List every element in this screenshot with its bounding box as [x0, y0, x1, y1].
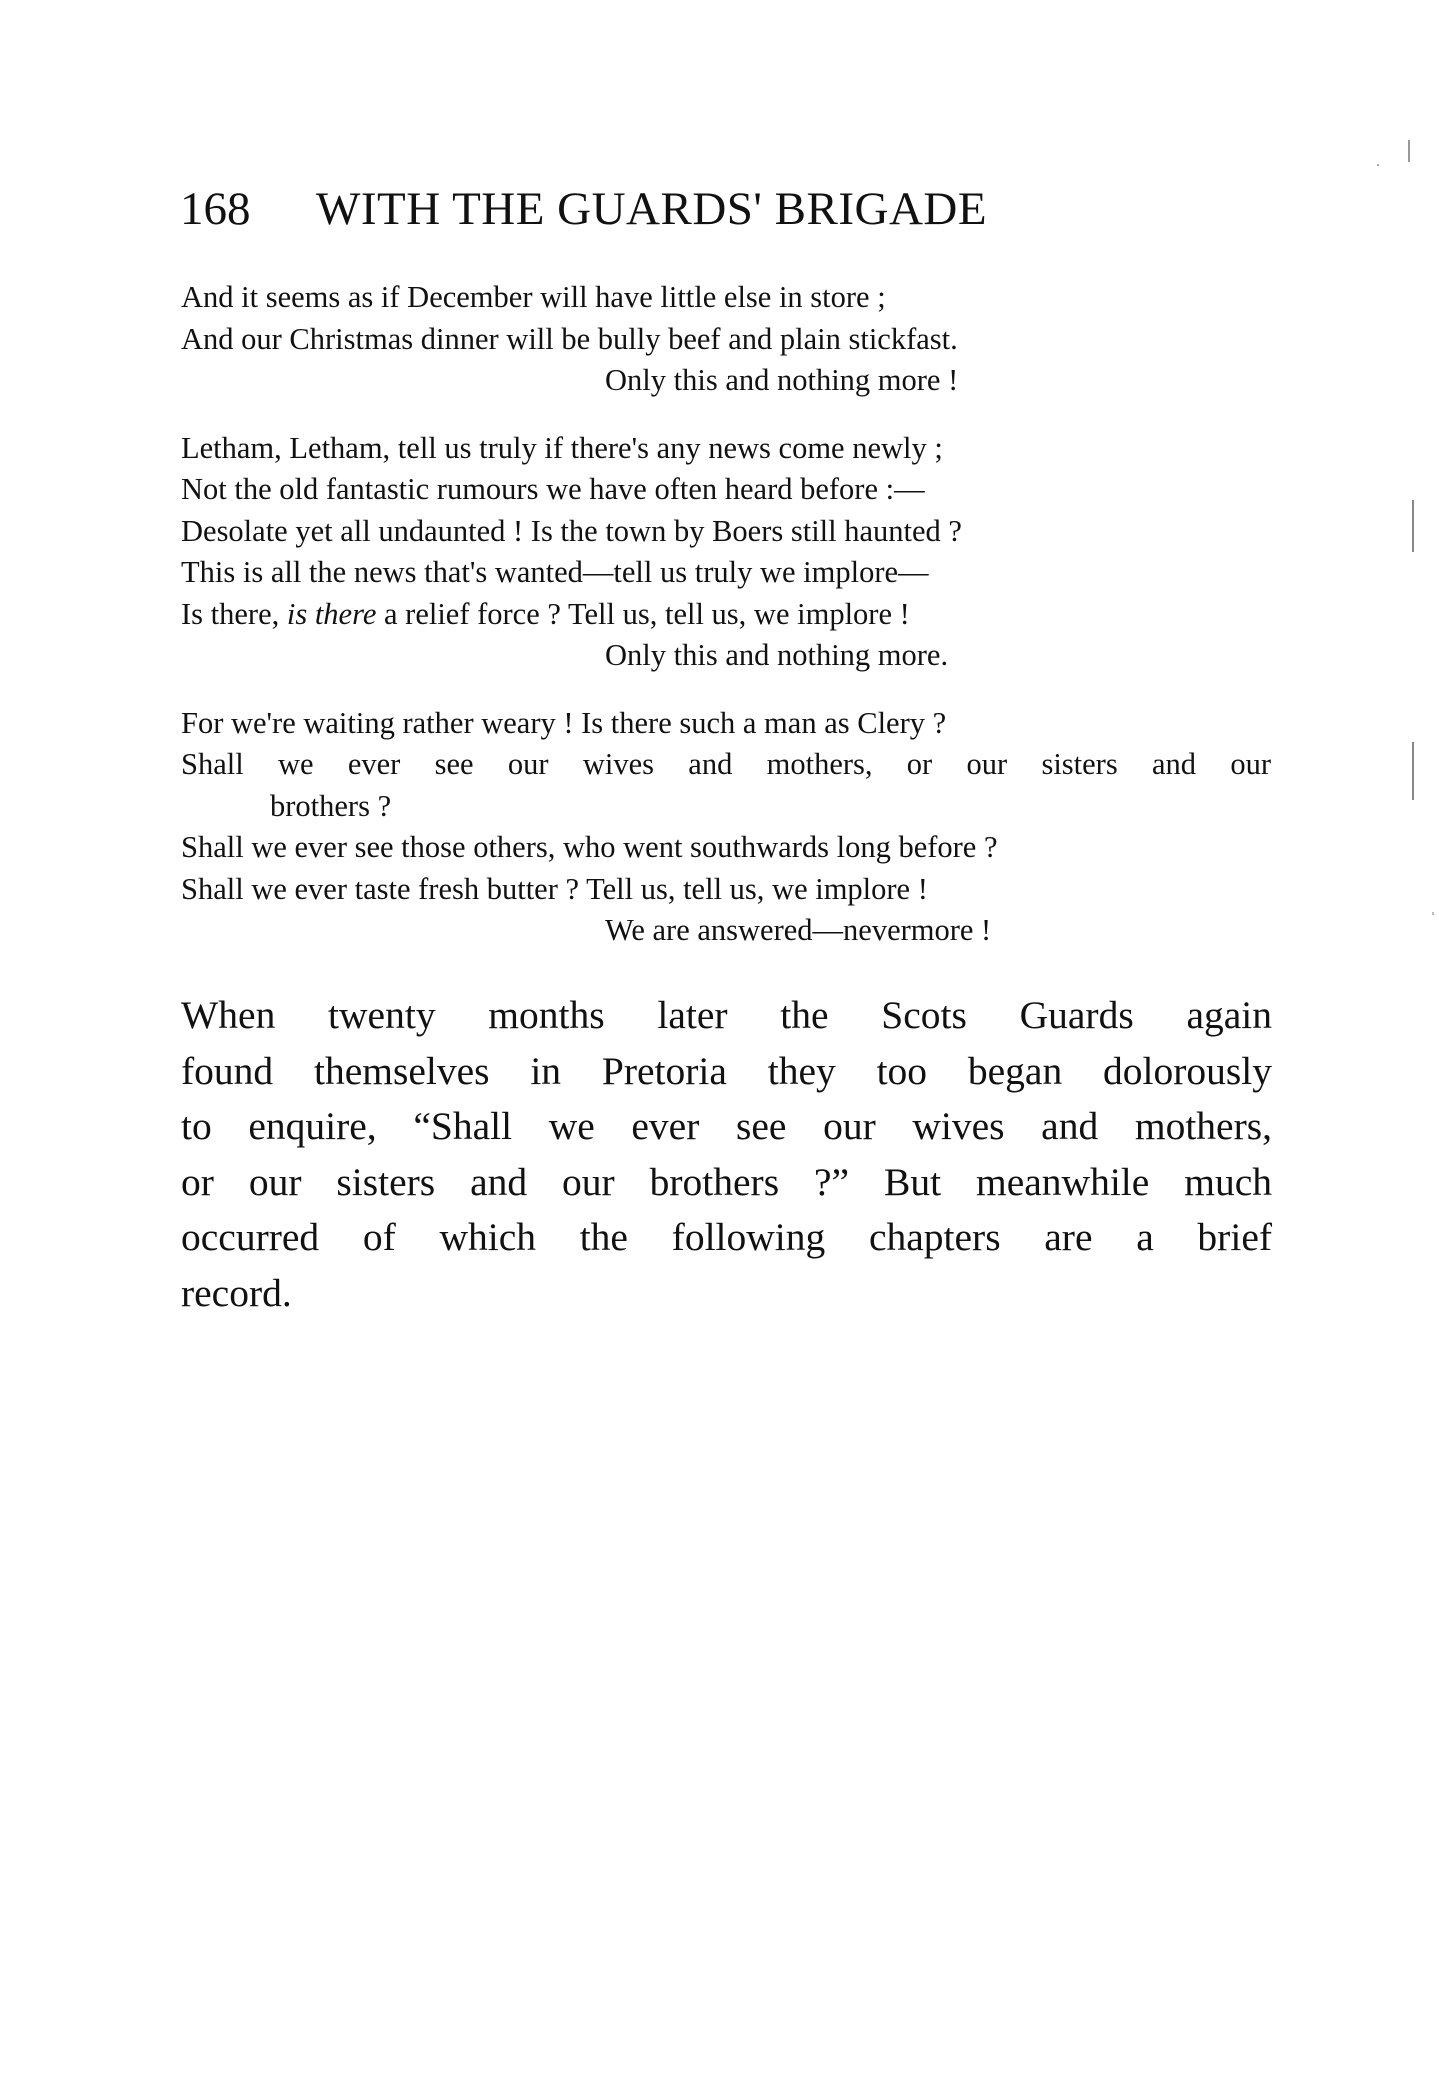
poem-line: This is all the news that's wanted—tell us truly we implore—	[181, 555, 929, 589]
stanza-3	[181, 703, 1271, 952]
stanza-1	[181, 277, 1271, 402]
poem-line	[181, 594, 1271, 636]
poem-line: And our Christmas dinner will be bully beef and plain stickfast.	[181, 321, 958, 356]
poem-refrain: Only this and nothing more.	[605, 638, 949, 672]
paragraph-line: or our sisters and our brothers ?” But meanwhile much	[181, 1159, 1272, 1204]
scan-mark	[1408, 140, 1410, 162]
running-head	[180, 182, 1180, 236]
poem-line: Shall we ever see our wives and mothers, or our sisters and our	[181, 747, 1271, 781]
poem-line: Letham, Letham, tell us truly if there's any news come newly ;	[181, 430, 943, 465]
page-number: 168	[180, 183, 251, 235]
poem-line: Not the old fantastic rumours we have often heard before :—	[181, 472, 925, 506]
poem-line-part: a relief force ? Tell us, tell us, we implore !	[376, 596, 910, 631]
poem-line: And it seems as if December will have little else in store ;	[181, 280, 886, 314]
poem-line-part: Is there,	[181, 596, 287, 631]
poem-line-continuation: brothers ?	[270, 788, 392, 823]
scan-mark	[1432, 912, 1434, 915]
body-paragraph	[181, 988, 1272, 1322]
paragraph-line: to enquire, “Shall we ever see our wives and mothers,	[181, 1104, 1272, 1149]
scan-mark	[1412, 500, 1414, 552]
poem	[181, 277, 1271, 978]
poem-line: Desolate yet all undaunted ! Is the town by Boers still haunted ?	[181, 513, 962, 548]
poem-refrain: Only this and nothing more !	[605, 363, 959, 397]
paragraph-line: record.	[181, 1270, 292, 1315]
paragraph-line: occurred of which the following chapters are a brief	[181, 1215, 1272, 1260]
poem-line: Shall we ever taste fresh butter ? Tell us, tell us, we implore !	[181, 871, 928, 906]
scan-mark	[1412, 742, 1414, 800]
poem-line: Shall we ever see those others, who went southwards long before ?	[181, 830, 998, 864]
poem-line: For we're waiting rather weary ! Is there such a man as Clery ?	[181, 705, 947, 740]
paragraph-line: found themselves in Pretoria they too began dolorously	[181, 1048, 1272, 1093]
poem-refrain: We are answered—nevermore !	[605, 913, 992, 947]
book-title: WITH THE GUARDS' BRIGADE	[316, 183, 988, 235]
poem-line-emphasis: is there	[286, 596, 377, 631]
stanza-2	[181, 428, 1271, 677]
scan-mark	[1377, 164, 1379, 166]
paragraph-line: When twenty months later the Scots Guards again	[181, 993, 1272, 1037]
